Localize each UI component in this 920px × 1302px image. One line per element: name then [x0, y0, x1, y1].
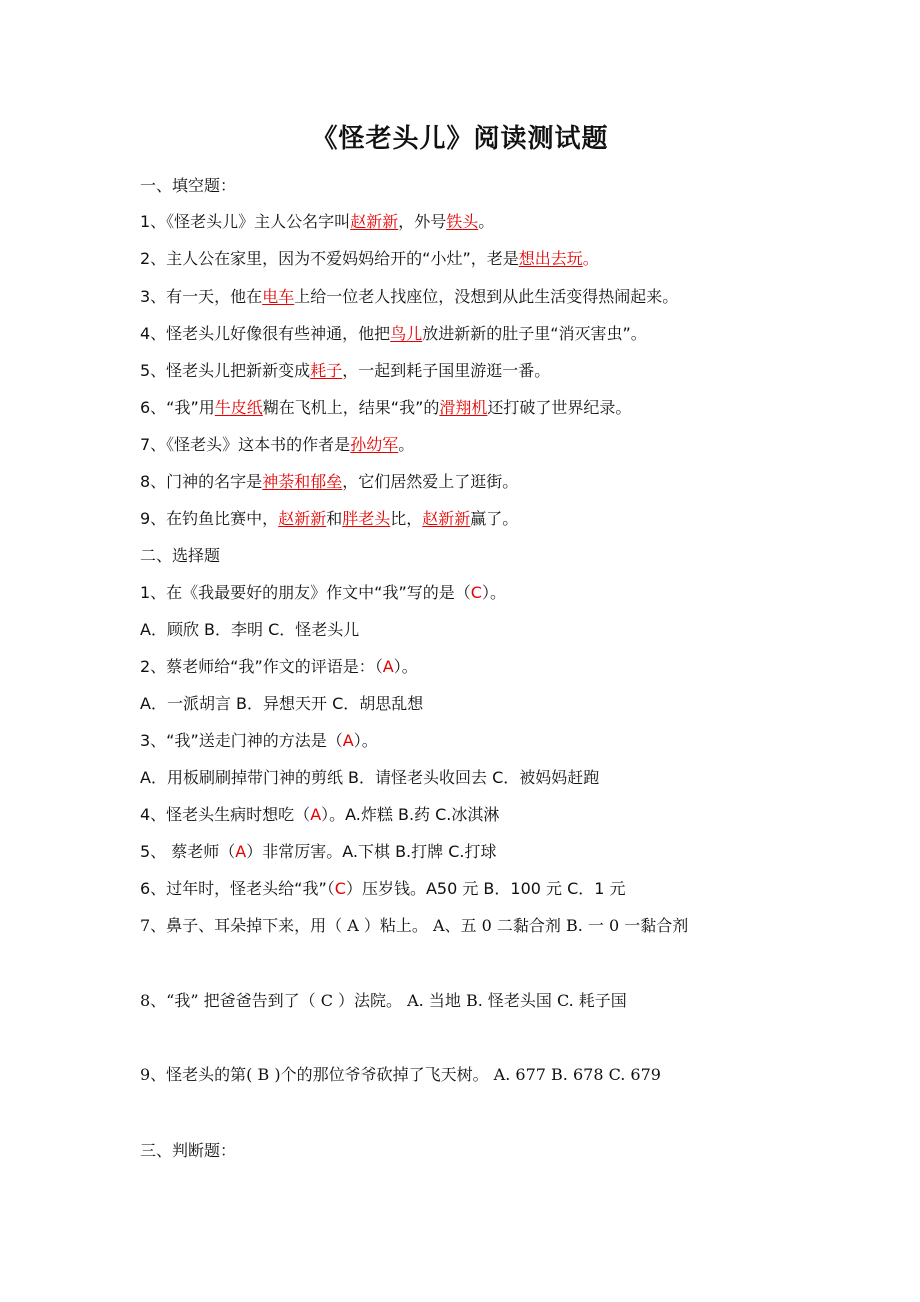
q6-text-e: 还打破了世界纪录。 — [487, 398, 632, 417]
c2-text-b: ）。 — [393, 657, 418, 676]
q9-text-a: 9、在钓鱼比赛中， — [140, 509, 279, 528]
q6-answer-1: 牛皮纸 — [214, 398, 263, 417]
q5-text-c: ，一起到耗子国里游逛一番。 — [342, 361, 551, 380]
fill-question-1 — [140, 212, 494, 232]
section-1-heading: 一、填空题： — [140, 176, 237, 195]
q1-text-e: 。 — [478, 212, 495, 231]
fill-question-8 — [140, 472, 518, 492]
choice-question-3 — [140, 731, 378, 751]
q3-text-c: 上给一位老人找座位，没想到从此生活变得热闹起来。 — [294, 287, 679, 306]
c1-text-b: ）。 — [481, 583, 506, 602]
c3-text-b: ）。 — [353, 731, 378, 750]
c1-answer: C — [470, 583, 482, 602]
choice-question-7: 7、鼻子、耳朵掉下来，用（ A ）粘上。 A、五 0 二黏合剂 B. 一 0 一黏合剂 — [140, 916, 689, 935]
choice-question-2-options: A．一派胡言 B．异想天开 C．胡思乱想 — [140, 694, 424, 713]
page-title: 《怪老头儿》阅读测试题 — [311, 124, 609, 154]
q8-text-a: 8、门神的名字是 — [140, 472, 263, 491]
c3-answer: A — [342, 731, 354, 750]
q1-text-c: ，外号 — [398, 212, 447, 231]
q9-answer-3: 赵新新 — [422, 509, 471, 528]
section-3-heading: 三、判断题： — [140, 1141, 237, 1160]
c6-text-b: ）压岁钱。A50 元 B．100 元 C．1 元 — [345, 879, 626, 898]
fill-question-3 — [140, 287, 678, 307]
q6-answer-2: 滑翔机 — [439, 398, 488, 417]
q6-text-a: 6、“我”用 — [140, 398, 215, 417]
q7-answer: 孙幼军 — [350, 435, 399, 454]
c5-answer: A — [235, 842, 247, 861]
choice-question-4 — [140, 805, 499, 825]
c6-answer: C — [334, 879, 346, 898]
q5-text-a: 5、怪老头儿把新新变成 — [140, 361, 311, 380]
q1-answer-1: 赵新新 — [350, 212, 399, 231]
q8-answer: 神荼和郁垒 — [262, 472, 343, 491]
choice-question-2 — [140, 657, 418, 677]
c2-answer: A — [382, 657, 394, 676]
q2-text-c: 。 — [582, 249, 599, 268]
choice-question-1 — [140, 583, 506, 603]
q3-answer: 电车 — [262, 287, 295, 306]
q1-text-a: 1、《怪老头儿》主人公名字叫 — [140, 212, 351, 231]
c4-text-b: ）。A.炸糕 B.药 C.冰淇淋 — [321, 805, 500, 824]
choice-question-1-options: A．顾欣 B．李明 C．怪老头儿 — [140, 620, 360, 639]
fill-question-2 — [140, 249, 599, 269]
q9-text-e: 比， — [390, 509, 423, 528]
q3-text-a: 3、有一天，他在 — [140, 287, 263, 306]
choice-question-3-options: A．用板刷刷掉带门神的剪纸 B．请怪老头收回去 C．被妈妈赶跑 — [140, 768, 600, 787]
q9-text-c: 和 — [326, 509, 343, 528]
q5-answer: 耗子 — [310, 361, 343, 380]
c4-answer: A — [310, 805, 322, 824]
fill-question-6 — [140, 398, 631, 418]
c4-text-a: 4、怪老头生病时想吃（ — [140, 805, 311, 824]
c2-text-a: 2、蔡老师给“我”作文的评语是：（ — [140, 657, 383, 676]
q4-text-a: 4、怪老头儿好像很有些神通，他把 — [140, 324, 391, 343]
fill-question-7 — [140, 435, 414, 455]
choice-question-6 — [140, 879, 626, 899]
c1-text-a: 1、在《我最要好的朋友》作文中“我”写的是（ — [140, 583, 471, 602]
section-2-heading: 二、选择题 — [140, 546, 221, 565]
q1-answer-2: 铁头 — [446, 212, 479, 231]
choice-question-5 — [140, 842, 496, 862]
c5-text-a: 5、 蔡老师（ — [140, 842, 236, 861]
fill-question-9 — [140, 509, 518, 529]
q9-answer-2: 胖老头 — [342, 509, 391, 528]
q2-answer: 想出去玩 — [518, 249, 583, 268]
c6-text-a: 6、过年时，怪老头给“我”（ — [140, 879, 335, 898]
c5-text-b: ）非常厉害。A.下棋 B.打牌 C.打球 — [246, 842, 497, 861]
q4-answer: 鸟儿 — [390, 324, 423, 343]
q9-text-g: 赢了。 — [470, 509, 519, 528]
choice-question-9: 9、怪老头的第( B )个的那位爷爷砍掉了飞天树。 A. 677 B. 678 C. 679 — [140, 1065, 661, 1084]
choice-question-8: 8、“我” 把爸爸告到了（ C ）法院。 A. 当地 B. 怪老头国 C. 耗子国 — [140, 991, 627, 1010]
q9-answer-1: 赵新新 — [278, 509, 327, 528]
c3-text-a: 3、“我”送走门神的方法是（ — [140, 731, 343, 750]
q7-text-a: 7、《怪老头》这本书的作者是 — [140, 435, 351, 454]
q2-text-a: 2、主人公在家里，因为不爱妈妈给开的“小灶”，老是 — [140, 249, 519, 268]
q4-text-c: 放进新新的肚子里“消灭害虫”。 — [422, 324, 647, 343]
q7-text-c: 。 — [398, 435, 415, 454]
fill-question-4 — [140, 324, 647, 344]
q8-text-c: ，它们居然爱上了逛街。 — [342, 472, 519, 491]
q6-text-c: 糊在飞机上，结果“我”的 — [262, 398, 440, 417]
fill-question-5 — [140, 361, 550, 381]
